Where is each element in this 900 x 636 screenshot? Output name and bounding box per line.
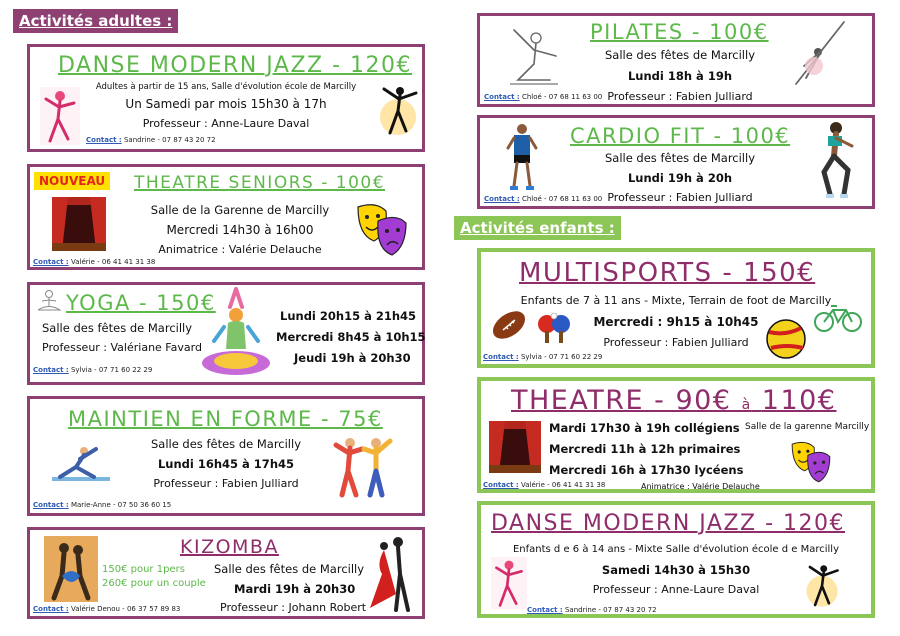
cardio-woman-icon: [814, 120, 862, 200]
card-line: Mardi 19h à 20h30: [234, 582, 356, 596]
card-line: Enfants d e 6 à 14 ans - Mixte Salle d'évolution école d e Marcilly: [512, 544, 839, 555]
card-cardio: [477, 115, 875, 209]
card-line: Mercredi 14h30 à 16h00: [166, 223, 314, 237]
stage-curtain-icon: [489, 421, 541, 473]
contact-value: Valérie - 06 41 41 31 38: [520, 481, 606, 489]
card-line: Professeur : Anne-Laure Daval: [142, 117, 310, 130]
dancer-icon: [491, 557, 527, 609]
nouveau-badge: NOUVEAU: [34, 172, 110, 190]
card-theatre-seniors: [27, 164, 425, 270]
volleyball-icon: [765, 318, 807, 360]
card-kizomba: [27, 527, 425, 619]
contact-label: Contact :: [86, 136, 122, 144]
card-line: Professeur : Fabien Julliard: [153, 477, 299, 490]
dancer-silhouette-icon: [376, 83, 420, 139]
contact-line: [33, 605, 180, 613]
theatre-masks-icon: [354, 199, 410, 263]
price-line: 150€ pour 1pers: [102, 564, 185, 575]
card-line: Salle des fêtes de Marcilly: [604, 48, 756, 62]
card-title: CARDIO FIT - 100€: [570, 124, 791, 148]
yoga-pose-icon: [200, 287, 272, 381]
contact-line: [86, 136, 216, 144]
card-line: Samedi 14h30 à 15h30: [601, 563, 751, 577]
dancer-icon: [40, 87, 80, 145]
card-line: Salle des fêtes de Marcilly: [604, 151, 756, 165]
card-line: Salle de la Garenne de Marcilly: [150, 203, 330, 217]
contact-label: Contact :: [483, 481, 519, 489]
meditation-outline-icon: [34, 289, 64, 315]
title-a: à: [741, 397, 752, 413]
card-line: Professeur : Fabien Julliard: [607, 191, 753, 204]
title-main: THEATRE - 90€: [511, 385, 732, 416]
rugby-ball-icon: [489, 308, 529, 342]
contact-label: Contact :: [483, 353, 519, 361]
card-title: MULTISPORTS - 150€: [519, 258, 816, 288]
card-line: Un Samedi par mois 15h30 à 17h: [125, 97, 327, 111]
contact-value: Chloé - 07 68 11 63 00: [521, 93, 603, 101]
card-title: KIZOMBA: [180, 536, 279, 558]
theatre-masks-icon: [789, 437, 833, 489]
card-title: DANSE MODERN JAZZ - 120€: [491, 511, 846, 536]
card-yoga: [27, 282, 425, 385]
contact-value: Valérie - 06 41 41 31 38: [70, 258, 156, 266]
contact-line: [33, 258, 155, 266]
bicycle-icon: [813, 302, 863, 334]
card-multisports: [477, 248, 875, 368]
schedule-item: Jeudi 19h à 20h30: [294, 351, 411, 365]
card-jazz-kids: [477, 501, 875, 618]
tango-couple-icon: [366, 534, 420, 614]
kizomba-dancers-icon: [44, 536, 98, 602]
stage-curtain-icon: [52, 197, 106, 251]
card-line: Professeur : Anne-Laure Daval: [592, 583, 760, 596]
contact-value: Sandrine - 07 87 43 20 72: [564, 606, 657, 614]
contact-label: Contact :: [484, 195, 520, 203]
card-line: Lundi 18h à 19h: [627, 69, 733, 83]
card-line: Salle des fêtes de Marcilly: [42, 321, 193, 335]
pilates-sketch-icon: [500, 20, 568, 90]
card-title: YOGA - 150€: [66, 291, 216, 315]
contact-line: [483, 353, 602, 361]
title-end: 110€: [761, 385, 837, 416]
card-title: THEATRE SENIORS - 100€: [134, 173, 386, 193]
cardio-man-icon: [504, 122, 540, 192]
card-line: Animatrice : Valérie Delauche: [158, 243, 322, 256]
card-line: Professeur : Fabien Julliard: [607, 90, 753, 103]
contact-line: [484, 195, 602, 203]
section-label-adults: Activités adultes :: [13, 9, 178, 33]
section-label-children: Activités enfants :: [454, 216, 621, 240]
contact-value: Sylvia - 07 71 60 22 29: [520, 353, 603, 361]
contact-label: Contact :: [527, 606, 563, 614]
ping-pong-icon: [535, 312, 573, 346]
card-line: Professeur : Johann Robert: [220, 601, 367, 614]
stretching-figure-icon: [50, 439, 112, 483]
contact-label: Contact :: [33, 501, 69, 509]
contact-line: [33, 501, 171, 509]
contact-label: Contact :: [33, 366, 69, 374]
card-line: Professeur : Valériane Favard: [42, 341, 202, 354]
card-line: Mercredi : 9h15 à 10h45: [593, 315, 759, 329]
card-jazz-adults: [27, 44, 425, 152]
card-line: Professeur : Fabien Julliard: [603, 336, 749, 349]
contact-value: Chloé - 07 68 11 63 00: [521, 195, 603, 203]
card-maintien: [27, 396, 425, 516]
card-line: Salle des fêtes de Marcilly: [214, 562, 365, 576]
card-line: Mercredi 16h à 17h30 lycéens: [549, 463, 744, 477]
card-line: Salle des fêtes de Marcilly: [150, 437, 302, 451]
contact-line: [484, 93, 602, 101]
contact-line: [483, 481, 605, 489]
card-line: Enfants de 7 à 11 ans - Mixte, Terrain de foot de Marcilly: [520, 294, 832, 307]
contact-label: Contact :: [33, 258, 69, 266]
schedule-item: Mercredi 8h45 à 10h15: [276, 330, 426, 344]
card-line: Mercredi 11h à 12h primaires: [549, 442, 741, 456]
contact-line: [33, 366, 152, 374]
contact-label: Contact :: [484, 93, 520, 101]
card-line: Mardi 17h30 à 19h collégiens: [549, 421, 740, 435]
card-line: Lundi 16h45 à 17h45: [157, 457, 295, 471]
schedule-item: Lundi 20h15 à 21h45: [280, 309, 417, 323]
contact-value: Valérie Denou - 06 37 57 89 83: [70, 605, 181, 613]
contact-value: Sandrine - 07 87 43 20 72: [123, 136, 216, 144]
price-line: 260€ pour un couple: [102, 578, 206, 589]
contact-label: Contact :: [33, 605, 69, 613]
contact-value: Sylvia - 07 71 60 22 29: [70, 366, 153, 374]
card-pilates: [477, 13, 875, 107]
dancer-silhouette-icon: [803, 561, 841, 611]
animatrice-line: Animatrice : Valérie Delauche: [641, 482, 760, 491]
card-title: MAINTIEN EN FORME - 75€: [68, 407, 383, 431]
place-line: Salle de la garenne Marcilly: [745, 422, 870, 432]
contact-line: [527, 606, 657, 614]
card-title: PILATES - 100€: [590, 20, 769, 44]
card-title: [511, 385, 836, 416]
card-title: DANSE MODERN JAZZ - 120€: [58, 53, 413, 78]
dancing-couple-icon: [332, 435, 394, 501]
pilates-pose-icon: [788, 18, 852, 94]
card-theatre-kids: [477, 377, 875, 493]
contact-value: Marie-Anne - 07 50 36 60 15: [70, 501, 172, 509]
card-line: Lundi 19h à 20h: [627, 171, 733, 185]
card-line: Adultes à partir de 15 ans, Salle d'évolution école de Marcilly: [95, 82, 357, 92]
